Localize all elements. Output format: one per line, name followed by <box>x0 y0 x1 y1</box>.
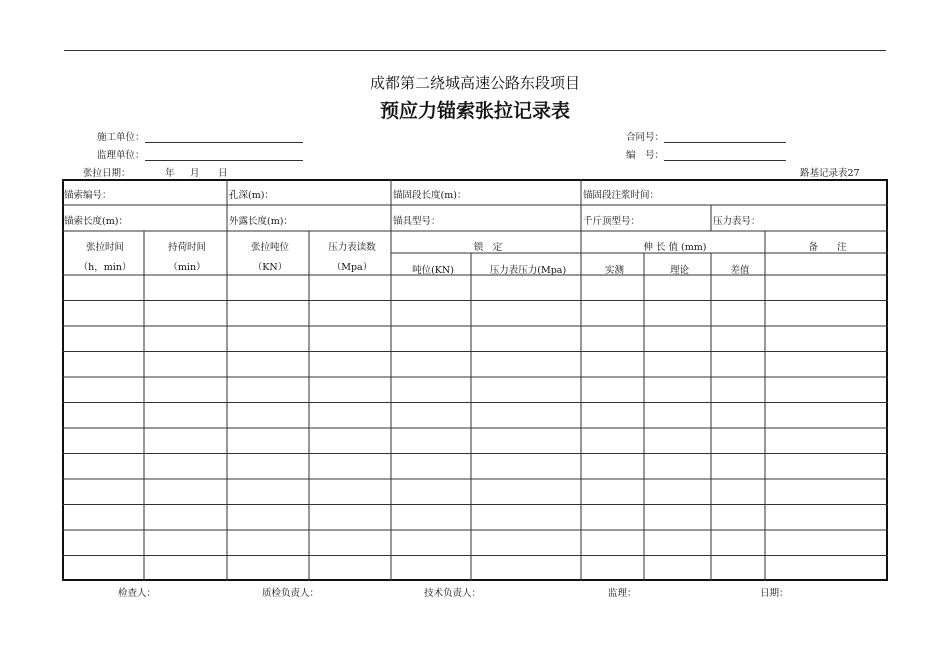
supervision-unit-field[interactable] <box>97 147 303 161</box>
exposed-length-label: 外露长度(m)： <box>229 216 293 227</box>
anchor-no-label: 锚索编号： <box>64 190 112 201</box>
construction-unit-line <box>145 133 303 143</box>
theoretical-header: 理论 <box>669 265 689 276</box>
date-year: 年 <box>165 168 175 179</box>
jack-model-label: 千斤顶型号： <box>583 216 641 227</box>
supervisor-signature: 监理： <box>608 588 637 599</box>
tension-tonnage-unit: （KN） <box>252 262 288 273</box>
qc-person-signature: 质检负责人： <box>262 588 320 599</box>
hold-time-unit: （min） <box>168 262 206 273</box>
lock-tonnage-header: 吨位(KN) <box>412 265 454 276</box>
supervision-unit-label: 监理单位： <box>97 150 145 161</box>
elongation-header: 伸 长 值 (mm) <box>643 242 707 253</box>
lock-pressure-header: 压力表压力(Mpa) <box>489 265 567 276</box>
form-code: 路基记录表27 <box>800 168 860 179</box>
hole-depth-label: 孔深(m)： <box>229 190 274 201</box>
serial-no-field[interactable] <box>626 147 786 161</box>
serial-no-line <box>664 151 786 161</box>
anchor-length-label: 锚索长度(m)： <box>64 216 128 227</box>
contract-no-label: 合同号： <box>626 132 665 143</box>
record-table <box>62 179 888 581</box>
form-title: 预应力锚索张拉记录表 <box>379 100 570 122</box>
gauge-no-label: 压力表号： <box>713 216 761 227</box>
footer-date: 日期： <box>760 588 789 599</box>
tension-time-unit: （h，min） <box>78 262 132 273</box>
project-name: 成都第二绕城高速公路东段项目 <box>369 74 580 92</box>
construction-unit-label: 施工单位： <box>97 132 145 143</box>
tech-person-signature: 技术负责人： <box>424 588 482 599</box>
hold-time-header: 持荷时间 <box>167 242 206 253</box>
remarks-header: 备 注 <box>808 242 847 253</box>
lock-header: 锁 定 <box>473 242 503 253</box>
grouting-time-label: 锚固段注浆时间： <box>583 190 660 201</box>
contract-no-line <box>664 133 786 143</box>
tension-tonnage-header: 张拉吨位 <box>250 242 289 253</box>
anchorage-model-label: 锚具型号： <box>393 216 441 227</box>
contract-no-field[interactable] <box>626 129 786 143</box>
gauge-reading-header: 压力表读数 <box>328 242 376 253</box>
gauge-reading-unit: （Mpa） <box>331 262 373 273</box>
serial-no-label: 编 号： <box>626 150 665 161</box>
supervision-unit-line <box>145 151 303 161</box>
anchor-segment-length-label: 锚固段长度(m)： <box>393 190 467 201</box>
measured-header: 实测 <box>604 265 624 276</box>
date-day: 日 <box>218 168 228 179</box>
tension-time-header: 张拉时间 <box>85 242 124 253</box>
date-month: 月 <box>190 168 200 179</box>
tension-date-label: 张拉日期： <box>83 168 131 179</box>
inspector-signature: 检查人： <box>118 588 157 599</box>
top-rule <box>64 50 886 51</box>
difference-header: 差值 <box>730 265 750 276</box>
construction-unit-field[interactable] <box>97 129 303 143</box>
